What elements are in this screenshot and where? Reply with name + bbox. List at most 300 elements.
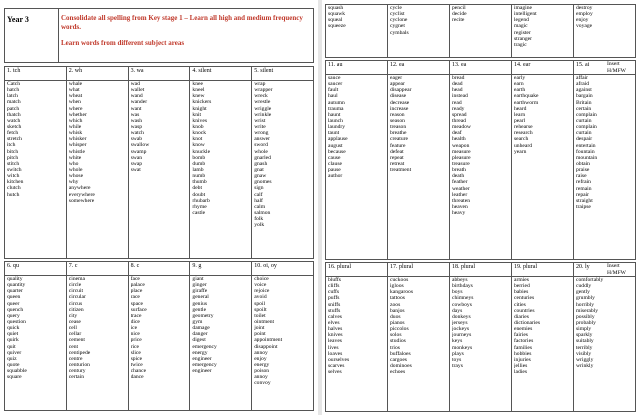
word-item: wreck [254,93,268,100]
column-header-label: 7. c [68,263,78,269]
word-list-cell [252,81,314,259]
word-item: leather [452,191,468,198]
word-item: haul [328,93,338,100]
word-item: stuffs [328,307,341,314]
word-item: appointment [254,337,283,344]
word-item: disappoint [254,343,278,350]
word-item: knot [192,136,203,143]
word-item: bitch [7,148,19,155]
word-list-cell [512,277,574,412]
word-item: recite [452,17,465,24]
word-list-cell [388,5,450,58]
column-header-label: 11. au [328,62,343,68]
word-item: feather [452,179,468,186]
word-item: slice [130,349,141,356]
word-list-cell [450,75,512,260]
word-item: cement [68,337,85,344]
word-item: cities [514,301,526,308]
word-item: cinema [68,276,85,282]
column-header-label: 19. plural [514,264,537,270]
word-item: diaries [514,313,529,320]
word-item: energy [192,349,208,356]
word-item: city [68,312,78,319]
word-item: repeat [390,154,404,161]
word-item: twice [130,361,143,368]
word-item: appear [390,81,405,88]
word-item: meadow [452,124,471,131]
word-item: sparkly [576,332,593,339]
word-list-cell [574,75,636,260]
word-item: abbeys [452,277,468,283]
word-item: sketch [7,123,22,130]
word-item: heard [514,105,527,112]
word-item: squeal [328,17,343,24]
column-header [190,67,252,81]
word-item: debt [192,185,203,192]
word-item: yearn [514,148,527,155]
word-item: simply [576,326,592,333]
word-item: rhubarb [192,197,210,204]
word-item: rehearse [514,124,533,131]
word-item: gnarled [254,154,271,161]
word-item: when [68,99,81,106]
word-item: witch [7,173,20,180]
word-item: deaf [452,130,462,137]
word-item: repair [576,191,590,198]
word-list-cell [450,277,512,412]
word-item: thumb [192,179,207,186]
word-item: toilet [254,312,266,319]
word-item: puffs [328,295,340,302]
word-item: knuckle [192,148,211,155]
word-item: wrapper [254,87,273,94]
word-item: choice [254,276,269,282]
word-item: weather [452,185,470,192]
word-item: Britain [576,99,592,106]
word-item: earn [514,81,524,88]
word-item: calves [328,313,342,320]
word-item: whose [68,173,84,180]
word-item: bluffs [328,277,341,283]
word-item: trios [390,344,400,351]
word-item: eager [390,75,403,81]
column-header-label: 4. silent [192,68,212,74]
word-list-cell [128,81,190,259]
right-row1-table [325,60,636,260]
column-header [252,67,314,81]
word-item: giraffe [192,288,208,295]
word-item: selves [328,369,342,376]
word-item: early [514,75,526,81]
word-item: cargoes [390,356,407,363]
word-item: weapon [452,142,470,149]
column-header-label: 14. ear [514,62,531,68]
word-item: plays [452,350,464,357]
word-item: cowboys [452,301,472,308]
word-item: instead [452,93,468,100]
word-item: injuries [514,356,531,363]
word-item: sauce [328,75,341,81]
column-header [66,67,128,81]
word-item: write [254,123,266,130]
word-item: annoy [254,349,268,356]
word-item: dead [452,81,463,88]
word-item: fault [328,87,339,94]
column-header-label: 20. ly [576,264,590,270]
word-item: clutch [7,185,21,192]
word-item: knew [192,93,205,100]
word-item: traipse [576,203,591,210]
column-header [326,263,388,277]
word-item: circular [68,294,86,301]
word-item: fetch [7,130,19,137]
word-item: cyclist [390,11,405,18]
column-header-label: 16. plural [328,264,351,270]
word-item: ginger [192,282,207,289]
column-header [512,263,574,277]
word-item: knock [192,130,207,137]
word-item: geometry [192,312,214,319]
column-header [252,262,314,276]
word-item: voyage [576,23,593,30]
word-item: hobbies [514,350,532,357]
word-item: quote [7,361,20,368]
word-item: what [68,87,80,94]
word-item: factories [514,338,534,345]
word-item: half [254,197,263,204]
word-item: castle [192,209,206,216]
word-item: tattoos [390,295,405,302]
word-item: wrinkle [254,111,272,118]
column-header [512,61,574,75]
word-item: ointment [254,318,275,325]
word-item: quick [7,325,20,332]
word-item: gentle [192,306,207,313]
word-item: cyclone [390,17,408,24]
word-item: want [130,105,142,112]
word-list-cell [512,75,574,260]
word-item: duos [390,313,401,320]
word-item: patch [7,105,20,112]
word-item: whisper [68,142,87,149]
word-item: destroy [576,5,593,11]
word-item: comfortably [576,277,604,283]
left-document-page [0,0,318,415]
word-item: somewhere [68,197,95,204]
word-item: cuddly [576,283,592,290]
word-item: wheat [68,93,83,100]
word-item: horribly [576,301,595,308]
word-item: straight [576,197,593,204]
word-item: wriggle [254,105,272,112]
column-header [388,263,450,277]
word-item: pearl [514,117,526,124]
word-item: decrease [390,99,410,106]
column-header [450,61,512,75]
word-item: cause [328,154,341,161]
word-item: echoes [390,369,406,376]
word-item: monkeys [452,344,473,351]
word-list-cell [326,5,388,58]
word-item: stitch [7,160,20,167]
word-item: terribly [576,344,593,351]
word-item: certain [576,105,592,112]
word-item: banjos [390,307,405,314]
word-item: dominoes [390,362,412,369]
word-item: swallow [130,142,150,149]
word-item: folk [254,216,264,223]
column-header-label: 15. ai [576,62,590,68]
word-item: complain [576,124,597,131]
word-item: spread [452,111,467,118]
word-item: wriggly [576,356,594,363]
word-item: suitably [576,338,594,345]
word-item: babies [514,289,529,296]
word-item: bomb [192,154,206,161]
word-item: which [68,117,83,124]
word-item: haunt [328,111,341,118]
column-header [128,262,190,276]
word-item: pitch [7,154,19,161]
word-item: squash [328,5,344,11]
word-list-cell [574,5,636,58]
word-item: knickers [192,99,212,106]
word-item: certain [68,374,85,381]
word-item: jellies [514,362,528,369]
word-item: numb [192,173,206,180]
intro-line-1: Consolidate all spelling from Key stage 1 – Learn all high and medium frequency words. [61,14,303,31]
word-item: centurion [68,361,90,368]
word-item: cent [68,343,79,350]
word-item: surface [130,306,147,313]
word-item: wallet [130,87,145,94]
word-item: race [130,294,140,301]
word-item: gently [576,289,590,296]
word-item: magic [514,23,528,30]
word-item: reason [390,111,405,118]
word-item: quiz [7,355,17,362]
word-list-cell [326,75,388,260]
word-item: salmon [254,209,271,216]
word-item: whale [68,81,83,87]
right-document-page [322,0,640,415]
word-item: days [452,307,463,314]
word-item: threaten [452,197,471,204]
word-item: employ [576,11,593,18]
word-item: quantity [7,282,26,289]
word-item: squabble [7,368,27,375]
word-item: complain [576,111,597,118]
word-item: autumn [328,99,345,106]
column-header-label: 8. c [130,263,140,269]
word-item: squeeze [328,23,346,30]
word-item: emergency [192,361,217,368]
word-item: query [7,312,20,319]
word-item: curtain [576,117,592,124]
word-item: swan [130,154,143,161]
word-item: match [7,99,21,106]
word-item: where [68,105,83,112]
word-item: whether [68,111,87,118]
word-item: stretch [7,136,22,143]
word-item: quality [7,276,23,282]
word-item: toys [452,356,462,363]
word-item: breathe [390,130,407,137]
word-item: affair [576,75,589,81]
word-item: fountain [576,148,595,155]
column-header [66,262,128,276]
column-header [450,263,512,277]
word-item: wrong [254,130,269,137]
word-item: death [452,173,465,180]
word-item: curtain [576,130,592,137]
word-item: centre [68,355,83,362]
column-header-label: 12. ea [390,62,405,68]
word-item: august [328,142,343,149]
word-item: mountain [576,154,598,161]
word-item: scarves [328,362,345,369]
word-item: lives [328,344,339,351]
word-item: raise [576,173,587,180]
word-item: wrist [254,117,266,124]
word-item: families [514,344,533,351]
word-item: citizen [68,306,84,313]
word-item: doubt [192,191,206,198]
column-header-label: 3. wa [130,68,144,74]
word-item: quiet [7,331,19,338]
column-header [326,61,388,75]
column-header-label: 5. silent [254,68,274,74]
word-item: point [254,331,266,338]
word-item: switch [7,166,22,173]
word-item: heaven [452,203,468,210]
column-header [5,67,67,81]
word-item: because [328,148,346,155]
word-item: spice [130,355,143,362]
word-item: damage [192,325,210,332]
word-item: square [7,374,22,381]
word-item: elves [328,319,340,326]
word-item: increase [390,105,409,112]
word-item: energy [254,361,270,368]
word-item: hutch [7,191,20,198]
word-item: quarter [7,288,23,295]
word-item: wash [130,117,143,124]
word-item: solos [390,332,402,339]
word-item: thatch [7,111,21,118]
word-list-cell [574,277,636,412]
word-item: chimneys [452,295,474,302]
left-row1-table [4,66,314,259]
word-item: keys [452,338,463,345]
word-item: circus [68,300,83,307]
word-item: donkeys [452,313,471,320]
left-row2-table [4,261,314,411]
word-item: knives [328,332,343,339]
column-header-note: Insert H/MFW [607,263,626,276]
intro-text [59,9,314,63]
word-item: trace [130,312,142,319]
word-item: ice [130,325,138,332]
word-item: calf [254,191,263,198]
word-item: centuries [514,295,535,302]
word-item: tragic [514,41,527,48]
word-item: answer [254,136,271,143]
word-item: imagine [514,5,533,11]
word-item: against [576,87,592,94]
word-item: jockeys [452,326,470,333]
word-item: author [328,173,343,180]
word-list-cell [66,276,128,411]
intro-line-2: Learn words from different subject areas [61,39,185,47]
word-item: berried [514,283,530,290]
column-header [388,61,450,75]
word-item: anywhere [68,185,91,192]
word-item: earth [514,87,526,94]
word-item: armies [514,277,529,283]
word-item: whistle [68,148,85,155]
word-item: know [192,142,205,149]
word-item: loaves [328,350,343,357]
word-item: trays [452,362,463,369]
word-item: why [68,179,79,186]
word-item: visibly [576,350,592,357]
word-item: retreat [390,160,405,167]
word-list-cell [66,81,128,259]
word-item: queen [7,294,21,301]
word-item: igloos [390,283,404,290]
word-item: cygnet [390,23,405,30]
word-item: afraid [576,81,590,88]
word-item: circuit [68,288,84,295]
word-item: read [452,99,462,106]
word-item: decide [452,11,467,18]
word-item: enjoy [576,17,589,24]
word-item: spoil [254,300,266,307]
word-item: cuckoos [390,277,409,283]
word-item: earthquake [514,93,539,100]
word-item: engineer [192,355,212,362]
word-item: earthworm [514,99,539,106]
word-item: cycle [390,5,402,11]
column-header-label: 18. plural [452,264,475,270]
word-item: wad [130,81,140,87]
column-header-note: Insert H/MFW [607,61,626,74]
word-item: quirk [7,337,19,344]
word-item: gnash [254,160,268,167]
word-item: disease [390,93,407,100]
word-item: swamp [130,148,147,155]
column-header [190,262,252,276]
word-item: remain [576,185,592,192]
word-item: grumbly [576,295,595,302]
word-item: swap [130,160,143,167]
word-item: swat [130,166,141,173]
word-item: pause [328,167,341,174]
word-list-cell [512,5,574,58]
word-item: itch [7,142,16,149]
word-item: creature [390,136,409,143]
word-item: cease [68,318,81,325]
word-item: treatment [390,167,412,174]
word-item: pleasure [452,154,471,161]
column-header-label: 13. ea [452,62,467,68]
word-item: quiver [7,349,22,356]
word-item: poison [254,368,270,375]
word-item: dice [130,318,140,325]
word-item: disappear [390,87,412,94]
word-item: centipede [68,349,91,356]
